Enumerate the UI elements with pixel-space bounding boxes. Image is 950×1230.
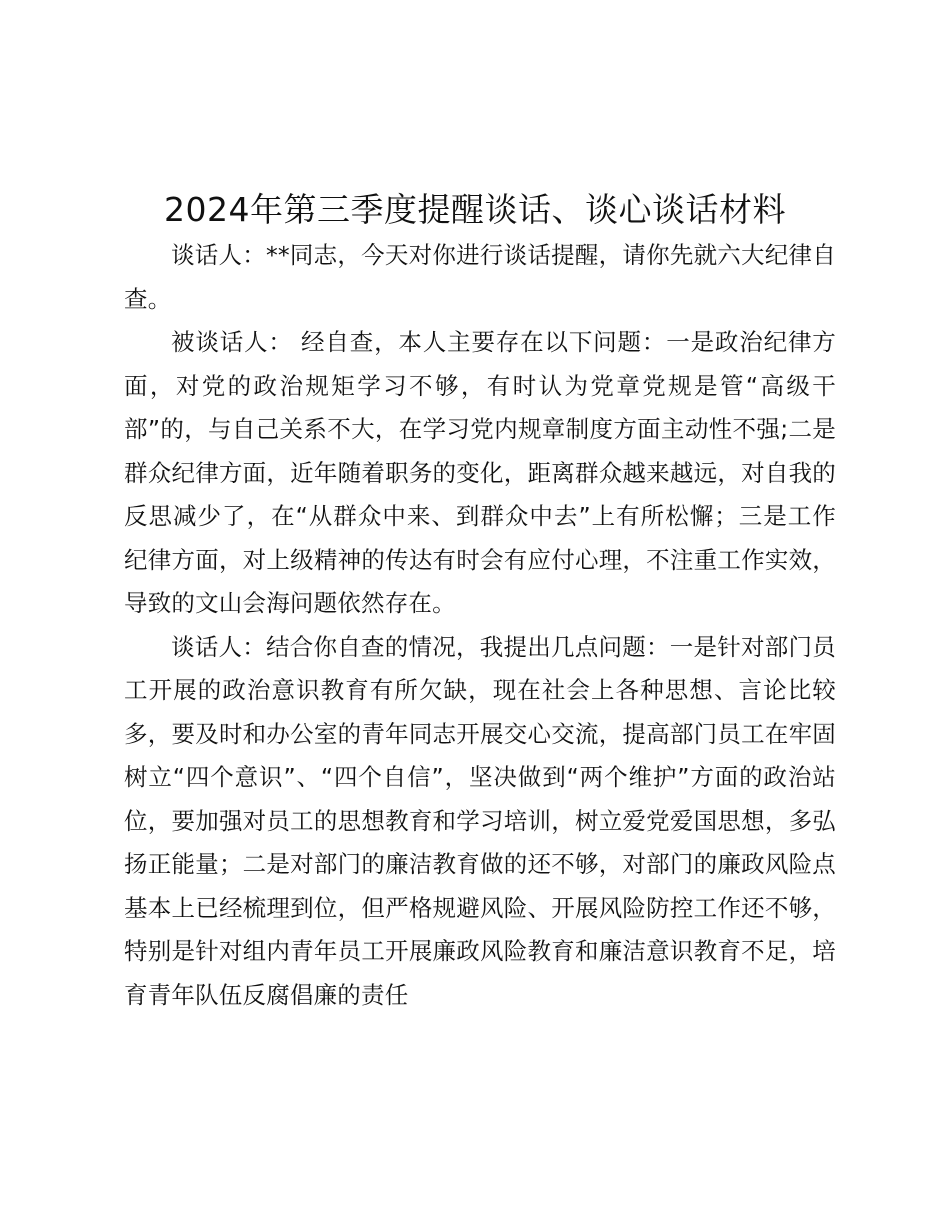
paragraph-self-inspection: 被谈话人： 经自查，本人主要存在以下问题：一是政治纪律方面，对党的政治规矩学习不够，有时认为党章党规是管“高级干部”的，与自己关系不大，在学习党内规章制度方面主动性不强;二是群众纪律方面，近年随着职务的变化，距离群众越来越远，对自我的反思减少了，在“从群众中来、到群众中去”上有所松懈；三是工作纪律方面，对上级精神的传达有时会有应付心理，不注重工作实效，导致的文山会海问题依然存在。 bbox=[124, 328, 836, 617]
document-title: 2024年第三季度提醒谈话、谈心谈话材料 bbox=[164, 190, 786, 230]
document-body bbox=[124, 234, 836, 1017]
paragraph-talker-opening: 谈话人：**同志，今天对你进行谈话提醒，请你先就六大纪律自查。 bbox=[124, 241, 836, 313]
paragraph-talker-feedback: 谈话人：结合你自查的情况，我提出几点问题：一是针对部门员工开展的政治意识教育有所欠缺，现在社会上各种思想、言论比较多，要及时和办公室的青年同志开展交心交流，提高部门员工在牢固树立“四个意识”、“四个自信”，坚决做到“两个维护”方面的政治站位，要加强对员工的思想教育和学习培训，树立爱党爱国思想，多弘扬正能量；二是对部门的廉洁教育做的还不够，对部门的廉政风险点基本上已经梳理到位，但严格规避风险、开展风险防控工作还不够，特别是针对组内青年员工开展廉政风险教育和廉洁意识教育不足，培育青年队伍反腐倡廉的责任 bbox=[124, 632, 836, 1009]
